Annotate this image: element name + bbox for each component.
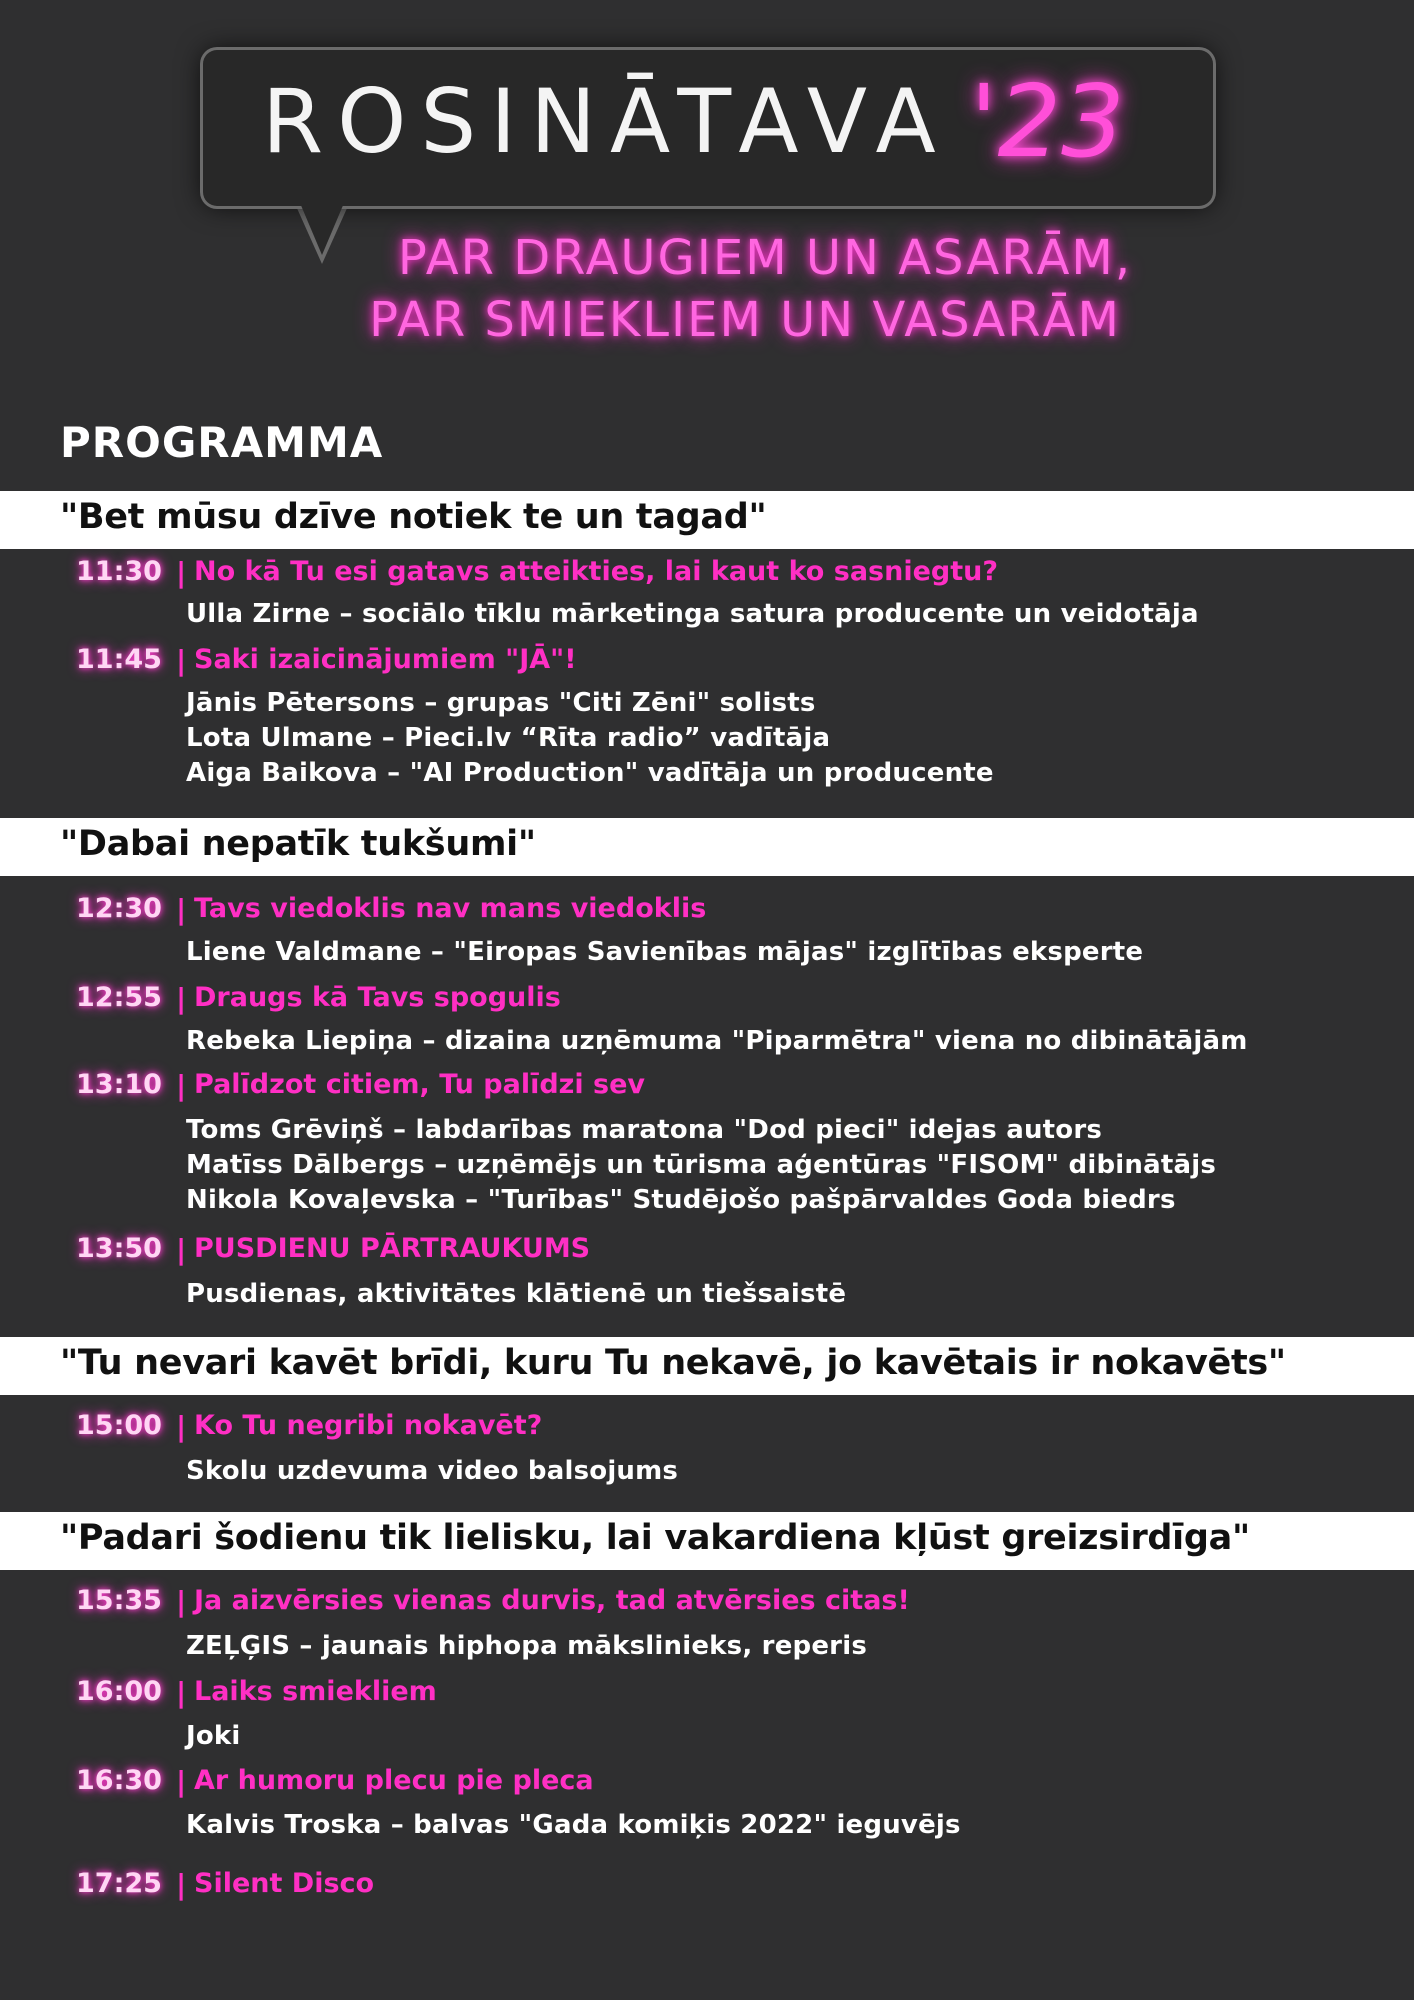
speaker-line: Jānis Pētersons – grupas "Citi Zēni" solists bbox=[186, 688, 816, 718]
speaker-line: Liene Valdmane – "Eiropas Savienības mājas" izglītības eksperte bbox=[186, 937, 1144, 967]
separator: | bbox=[176, 1676, 187, 1709]
topic-title: No kā Tu esi gatavs atteikties, lai kaut ko sasniegtu? bbox=[194, 556, 999, 587]
topic-title: Draugs kā Tavs spogulis bbox=[194, 982, 561, 1013]
time-label: 17:25 bbox=[76, 1868, 162, 1899]
time-label: 13:10 bbox=[76, 1069, 162, 1100]
topic-title: Ja aizvērsies vienas durvis, tad atvērsies citas! bbox=[194, 1585, 910, 1616]
time-label: 16:00 bbox=[76, 1676, 162, 1707]
separator: | bbox=[176, 1868, 187, 1901]
topic-title: Laiks smiekliem bbox=[194, 1676, 437, 1707]
section-header bbox=[0, 1510, 1414, 1570]
time-label: 15:00 bbox=[76, 1410, 162, 1441]
speaker-line: Joki bbox=[186, 1721, 241, 1751]
speaker-line: Rebeka Liepiņa – dizaina uzņēmuma "Piparmētra" viena no dibinātājām bbox=[186, 1026, 1248, 1056]
speaker-line: Ulla Zirne – sociālo tīklu mārketinga satura producente un veidotāja bbox=[186, 599, 1199, 629]
time-label: 13:50 bbox=[76, 1233, 162, 1264]
program-title: PROGRAMMA bbox=[60, 418, 384, 467]
logo-wordmark: ROSINĀTAVA bbox=[262, 70, 950, 173]
separator: | bbox=[176, 893, 187, 926]
speaker-line: Matīss Dālbergs – uzņēmējs un tūrisma aģentūras "FISOM" dibinātājs bbox=[186, 1150, 1216, 1180]
time-label: 16:30 bbox=[76, 1765, 162, 1796]
topic-title: PUSDIENU PĀRTRAUKUMS bbox=[194, 1233, 591, 1264]
separator: | bbox=[176, 1765, 187, 1798]
time-label: 12:55 bbox=[76, 982, 162, 1013]
speaker-line: Skolu uzdevuma video balsojums bbox=[186, 1456, 679, 1486]
speaker-line: Pusdienas, aktivitātes klātienē un tiešsaistē bbox=[186, 1279, 847, 1309]
section-title: "Bet mūsu dzīve notiek te un tagad" bbox=[60, 497, 767, 537]
topic-title: Palīdzot citiem, Tu palīdzi sev bbox=[194, 1069, 646, 1100]
section-header bbox=[0, 489, 1414, 549]
tagline-line-2: PAR SMIEKLIEM UN VASARĀM bbox=[369, 292, 1121, 348]
topic-title: Tavs viedoklis nav mans viedoklis bbox=[194, 893, 707, 924]
speaker-line: Kalvis Troska – balvas "Gada komiķis 2022" ieguvējs bbox=[186, 1810, 961, 1840]
speaker-line: ZEĻĢIS – jaunais hiphopa mākslinieks, reperis bbox=[186, 1631, 867, 1661]
section-header bbox=[0, 816, 1414, 876]
logo-year: '23 bbox=[970, 63, 1125, 180]
speaker-line: Lota Ulmane – Pieci.lv “Rīta radio” vadītāja bbox=[186, 723, 831, 753]
section-header bbox=[0, 1335, 1414, 1395]
separator: | bbox=[176, 982, 187, 1015]
section-title: "Padari šodienu tik lielisku, lai vakardiena kļūst greizsirdīga" bbox=[60, 1518, 1250, 1558]
time-label: 11:45 bbox=[76, 644, 162, 675]
section-title: "Tu nevari kavēt brīdi, kuru Tu nekavē, jo kavētais ir nokavēts" bbox=[60, 1343, 1286, 1383]
separator: | bbox=[176, 1069, 187, 1102]
time-label: 11:30 bbox=[76, 556, 162, 587]
topic-title: Ar humoru plecu pie pleca bbox=[194, 1765, 594, 1796]
section-title: "Dabai nepatīk tukšumi" bbox=[60, 824, 536, 864]
separator: | bbox=[176, 556, 187, 589]
time-label: 15:35 bbox=[76, 1585, 162, 1616]
topic-title: Silent Disco bbox=[194, 1868, 375, 1899]
speaker-line: Nikola Kovaļevska – "Turības" Studējošo pašpārvaldes Goda biedrs bbox=[186, 1185, 1176, 1215]
separator: | bbox=[176, 1585, 187, 1618]
topic-title: Saki izaicinājumiem "JĀ"! bbox=[194, 644, 577, 675]
speaker-line: Aiga Baikova – "AI Production" vadītāja un producente bbox=[186, 758, 994, 788]
separator: | bbox=[176, 1410, 187, 1443]
speaker-line: Toms Grēviņš – labdarības maratona "Dod pieci" idejas autors bbox=[186, 1115, 1103, 1145]
topic-title: Ko Tu negribi nokavēt? bbox=[194, 1410, 543, 1441]
time-label: 12:30 bbox=[76, 893, 162, 924]
separator: | bbox=[176, 1233, 187, 1266]
separator: | bbox=[176, 644, 187, 677]
tagline-line-1: PAR DRAUGIEM UN ASARĀM, bbox=[397, 230, 1133, 286]
